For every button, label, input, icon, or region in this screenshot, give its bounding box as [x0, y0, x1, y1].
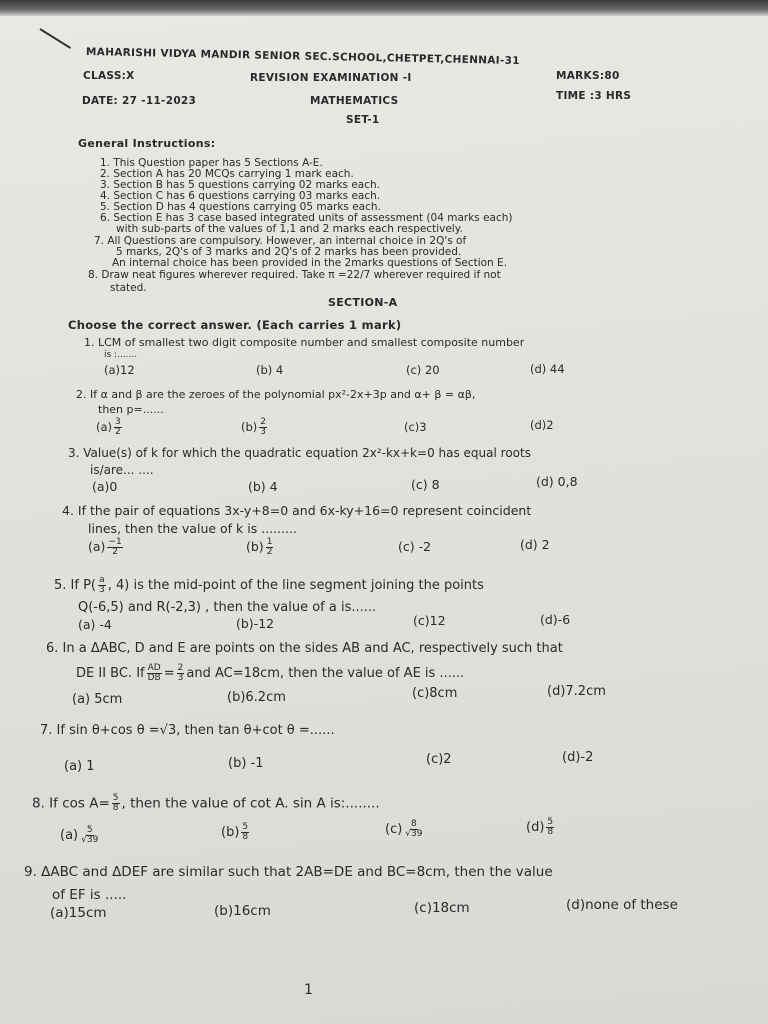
q6-text-cont: DE II BC. If $\frac{AD}{DB}$ = $\frac{2}{3}$ and AC=18cm, then the value of AE is ...... — [76, 663, 465, 683]
q5-option-b: (b)-12 — [236, 616, 275, 631]
q5-option-a: (a) -4 — [78, 617, 112, 632]
instruction-1: 1. This Question paper has 5 Sections A-E. — [100, 157, 323, 169]
q2-option-c: (c)3 — [404, 420, 427, 434]
q8-option-a: (a) $\frac{5}{√39}$ — [60, 825, 99, 845]
q6-option-d: (d)7.2cm — [547, 684, 606, 699]
q1-option-b: (b) 4 — [256, 363, 284, 377]
q6-option-c: (c)8cm — [412, 686, 458, 701]
q2-option-a: (a) $\frac{3}{2}$ — [96, 417, 121, 437]
class-label: CLASS:X — [83, 70, 135, 82]
q4-option-d: (d) 2 — [520, 537, 550, 552]
instruction-6: 6. Section E has 3 case based integrated units of assessment (04 marks each) — [100, 212, 513, 224]
instruction-7-cont2: An internal choice has been provided in the 2marks questions of Section E. — [112, 257, 508, 269]
q6-text: 6. In a ΔABC, D and E are points on the sides AB and AC, respectively such that — [46, 641, 563, 656]
school-name: MAHARISHI VIDYA MANDIR SENIOR SEC.SCHOOL,CHETPET,CHENNAI-31 — [85, 46, 520, 68]
time-label: TIME :3 HRS — [556, 90, 632, 102]
q3-text-cont: is/are... .... — [90, 463, 154, 477]
q7-option-c: (c)2 — [426, 752, 452, 767]
q5-option-d: (d)-6 — [540, 612, 571, 627]
q9-option-b: (b)16cm — [214, 903, 271, 919]
instruction-7-cont: 5 marks, 2Q's of 3 marks and 2Q's of 2 marks has been provided. — [116, 246, 462, 258]
q4-option-c: (c) -2 — [398, 539, 432, 554]
q9-option-c: (c)18cm — [414, 900, 470, 916]
page-number: 1 — [304, 982, 313, 998]
q1-text: 1. LCM of smallest two digit composite number and smallest composite number — [84, 336, 525, 349]
section-title: SECTION-A — [328, 296, 398, 309]
set-label: SET-1 — [346, 114, 380, 126]
q5-option-c: (c)12 — [413, 613, 446, 628]
exam-title: REVISION EXAMINATION -I — [250, 72, 412, 84]
q3-option-a: (a)0 — [92, 479, 118, 494]
instruction-6-cont: with sub-parts of the values of 1,1 and 2 marks each respectively. — [116, 223, 463, 235]
q5-text-cont: Q(-6,5) and R(-2,3) , then the value of a is...... — [78, 600, 377, 615]
q2-text: 2. If α and β are the zeroes of the polynomial px²-2x+3p and α+ β = αβ, — [76, 388, 476, 401]
instruction-4: 4. Section C has 6 questions carrying 03 marks each. — [100, 190, 381, 202]
q9-text-cont: of EF is ..... — [52, 887, 127, 903]
instructions-title: General Instructions: — [78, 137, 216, 150]
q1-option-a: (a)12 — [104, 363, 135, 377]
instruction-5: 5. Section D has 4 questions carrying 05 marks each. — [100, 201, 381, 213]
instruction-8: 8. Draw neat figures wherever required. Take π =22/7 wherever required if not — [88, 269, 501, 281]
q6-option-a: (a) 5cm — [72, 692, 123, 707]
q8-option-d: (d) $\frac{5}{8}$ — [526, 817, 554, 837]
q3-text: 3. Value(s) of k for which the quadratic equation 2x²-kx+k=0 has equal roots — [68, 446, 531, 460]
section-subtitle: Choose the correct answer. (Each carries 1 mark) — [68, 318, 402, 332]
q1-option-c: (c) 20 — [406, 363, 440, 377]
marks-label: MARKS:80 — [556, 70, 620, 82]
q3-option-d: (d) 0,8 — [536, 474, 578, 489]
q7-option-d: (d)-2 — [562, 750, 594, 765]
q4-option-a: (a) $\frac{-1}{2}$ — [88, 537, 122, 557]
q4-text-cont: lines, then the value of k is ......... — [88, 521, 297, 536]
date-label: DATE: 27 -11-2023 — [82, 95, 197, 107]
q2-option-d: (d)2 — [530, 418, 554, 432]
q9-option-a: (a)15cm — [50, 905, 107, 921]
q4-text: 4. If the pair of equations 3x-y+8=0 and 6x-ky+16=0 represent coincident — [62, 503, 532, 518]
q9-option-d: (d)none of these — [566, 897, 678, 913]
q2-text-cont: then p=...... — [98, 403, 164, 416]
q7-option-b: (b) -1 — [228, 756, 264, 771]
q3-option-b: (b) 4 — [248, 479, 278, 494]
instruction-8-cont: stated. — [110, 282, 147, 294]
q4-option-b: (b) $\frac{1}{2}$ — [246, 537, 273, 557]
q7-option-a: (a) 1 — [64, 759, 95, 774]
q1-text-cont: is :....... — [104, 350, 138, 360]
q2-option-b: (b) $\frac{2}{3}$ — [241, 417, 267, 437]
q1-option-d: (d) 44 — [530, 362, 565, 376]
instruction-3: 3. Section B has 5 questions carrying 02 marks each. — [100, 179, 381, 191]
subject-label: MATHEMATICS — [310, 95, 399, 107]
q9-text: 9. ΔABC and ΔDEF are similar such that 2AB=DE and BC=8cm, then the value — [24, 864, 553, 880]
photo-edge-shadow — [0, 0, 768, 16]
q6-option-b: (b)6.2cm — [227, 690, 286, 705]
instruction-7: 7. All Questions are compulsory. However, an internal choice in 2Q's of — [94, 235, 467, 247]
instruction-2: 2. Section A has 20 MCQs carrying 1 mark each. — [100, 168, 354, 180]
q7-text: 7. If sin θ+cos θ =√3, then tan θ+cot θ =...... — [40, 723, 335, 738]
q8-text: 8. If cos A= $\frac{5}{8}$ , then the value of cot A. sin A is:........ — [32, 793, 380, 813]
q8-option-b: (b) $\frac{5}{8}$ — [221, 822, 249, 842]
pen-mark — [39, 28, 71, 49]
q8-option-c: (c) $\frac{8}{√39}$ — [385, 819, 423, 839]
q5-text: 5. If P( $\frac{a}{3}$ , 4) is the mid-point of the line segment joining the points — [54, 575, 484, 595]
q3-option-c: (c) 8 — [411, 477, 440, 492]
